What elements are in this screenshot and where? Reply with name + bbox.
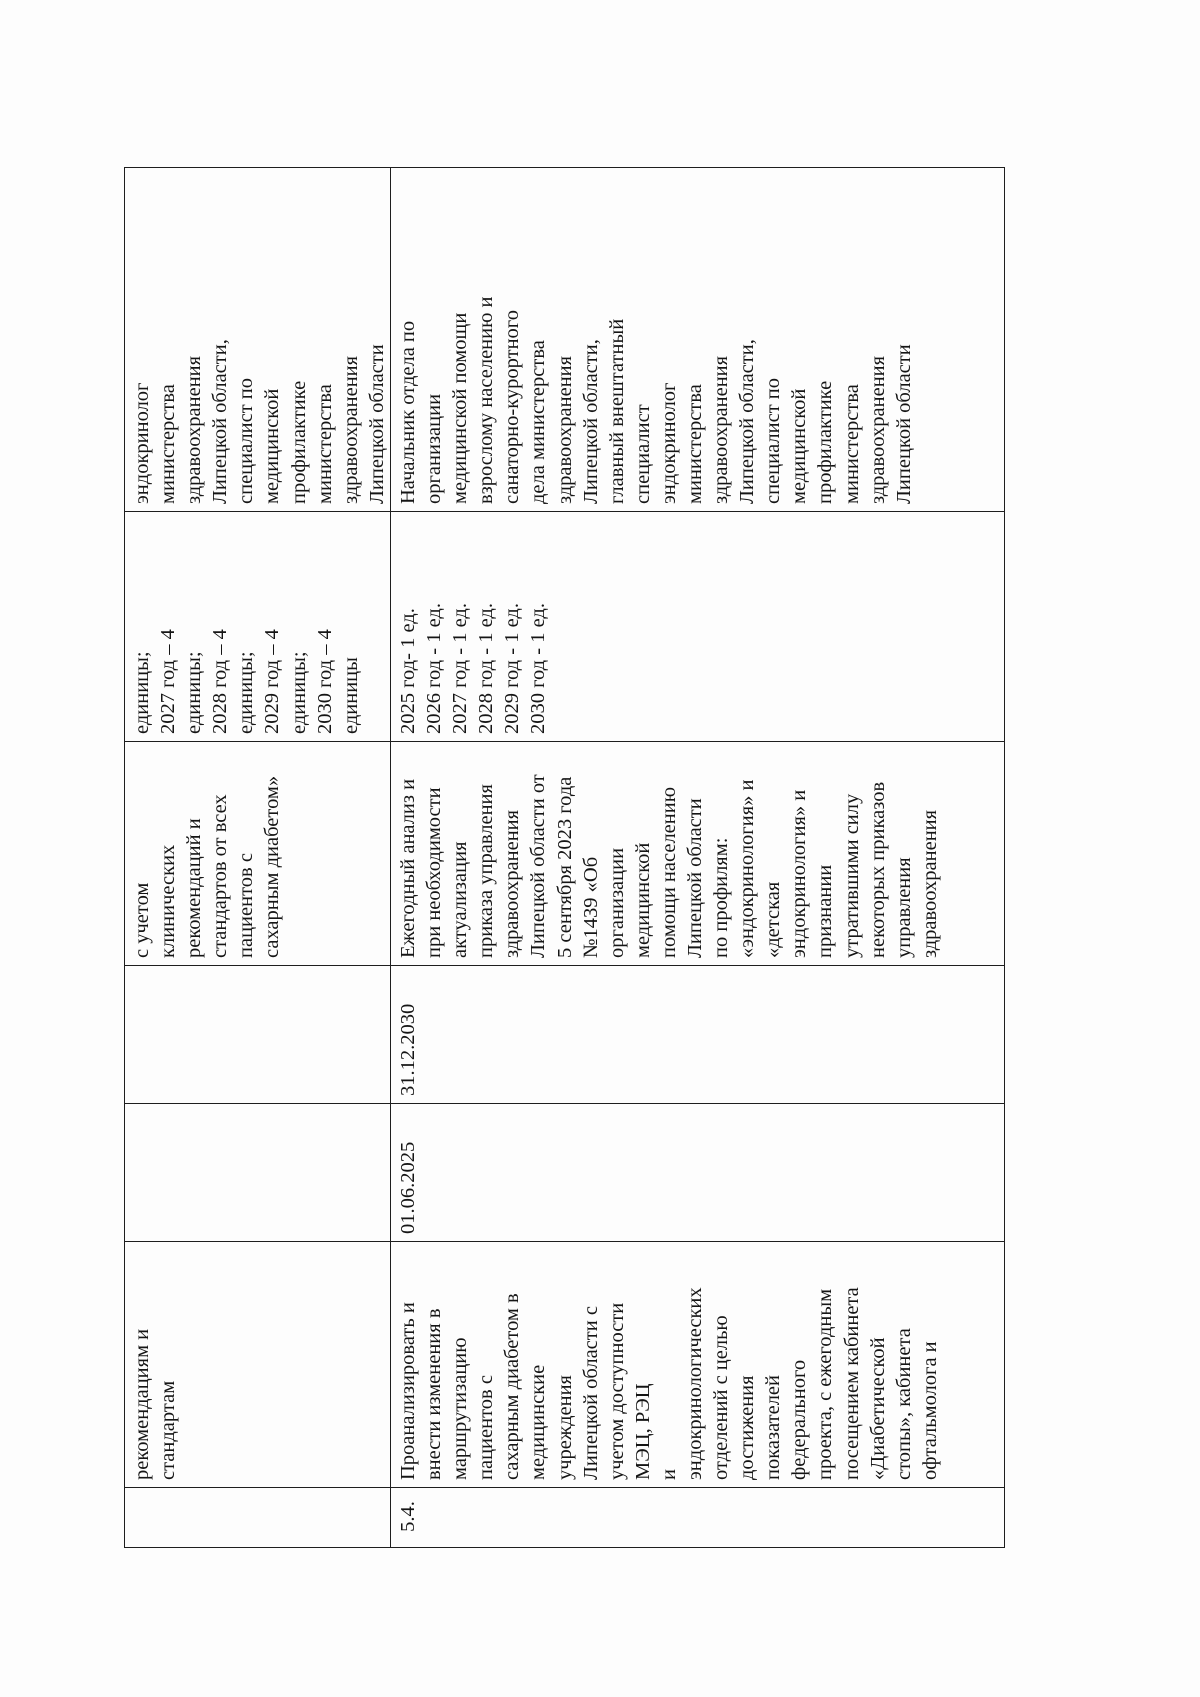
cell-line: единицы; — [131, 651, 153, 734]
cell-line: организации — [423, 393, 446, 504]
cell-line: министерства — [313, 384, 336, 504]
cell-line: специалист — [631, 404, 654, 504]
table-row — [390, 168, 1004, 1548]
cell-line: сахарным диабетом» — [261, 775, 284, 958]
cell-line: медицинской — [631, 842, 654, 958]
cell-line: Липецкой области, — [736, 339, 759, 504]
cell-line: медицинские — [527, 1364, 550, 1480]
cell-line: офтальмолога и — [918, 1341, 941, 1480]
cell-line: 2029 год - 1 ед. — [501, 603, 524, 734]
cell-line: Липецкой области с — [579, 1306, 602, 1480]
cell-line: учреждения — [553, 1375, 576, 1480]
cell-line: здравоохранения — [339, 355, 362, 504]
cell-line: 5 сентября 2023 года — [553, 776, 576, 958]
cell-line: медицинской — [261, 388, 284, 504]
cell-line: медицинской помощи — [449, 312, 472, 504]
cell-line: маршрутизацию — [449, 1337, 472, 1480]
cell-line: актуализация — [449, 841, 472, 958]
cell-line: рекомендациям и — [131, 1328, 153, 1480]
cell-line: 2026 год - 1 ед. — [423, 603, 446, 734]
cell-line: министерства — [157, 384, 180, 504]
cell-line: с учетом — [131, 882, 153, 958]
cell-result — [125, 742, 391, 966]
cell-line: 2030 год - 1 ед. — [527, 603, 550, 734]
cell-line: достижения — [736, 1375, 759, 1480]
cell-line: «детская — [762, 881, 785, 958]
cell-line: здравоохранения — [866, 355, 889, 504]
cell-line: стандартов от всех — [209, 794, 232, 958]
plan-table — [124, 167, 1005, 1548]
cell-line: взрослому населению и — [475, 296, 498, 504]
cell-line: утратившими силу — [840, 793, 863, 958]
cell-line: некоторых приказов — [866, 781, 889, 958]
cell-number — [390, 1488, 1004, 1548]
cell-line: 2027 год – 4 — [157, 629, 180, 734]
cell-line: приказа управления — [475, 784, 498, 958]
cell-start-date — [390, 1104, 1004, 1242]
cell-text: 31.12.2030 — [396, 1003, 419, 1096]
cell-line: министерства — [840, 384, 863, 504]
cell-line: здравоохранения — [501, 809, 524, 958]
cell-line: Липецкой области, — [579, 339, 602, 504]
cell-line: специалист по — [762, 378, 785, 504]
cell-line: единицы; — [287, 651, 310, 734]
cell-line: по профилям: — [710, 837, 733, 958]
cell-line: профилактике — [287, 380, 310, 504]
cell-line: Липецкой области — [683, 798, 706, 958]
cell-text: 5.4. — [396, 1501, 419, 1532]
cell-number — [125, 1488, 391, 1548]
cell-result — [390, 742, 1004, 966]
cell-line: «Диабетической — [866, 1337, 889, 1480]
cell-line: эндокринологических — [683, 1287, 706, 1480]
cell-line: 2027 год - 1 ед. — [449, 603, 472, 734]
cell-line: и — [657, 1469, 680, 1480]
cell-line: показателей — [762, 1375, 785, 1480]
cell-line: 2030 год – 4 — [313, 629, 336, 734]
cell-line: сахарным диабетом в — [501, 1293, 524, 1480]
cell-line: эндокринолог — [657, 382, 680, 504]
cell-line: федерального — [788, 1359, 811, 1480]
cell-line: эндокринология» и — [788, 789, 811, 958]
rotated-table-wrapper — [124, 168, 964, 1548]
cell-line: 2028 год – 4 — [209, 629, 232, 734]
cell-line: проекта, с ежегодным — [814, 1288, 837, 1480]
cell-line: «эндокринология» и — [736, 779, 759, 958]
cell-responsible — [125, 168, 391, 512]
cell-line: пациентов с — [235, 853, 258, 958]
cell-line: отделений с целью — [710, 1315, 733, 1480]
cell-line: здравоохранения — [710, 355, 733, 504]
cell-indicator — [390, 512, 1004, 742]
cell-start-date — [125, 1104, 391, 1242]
cell-line: Начальник отдела по — [396, 320, 419, 504]
cell-line: главный внештатный — [605, 318, 628, 504]
cell-line: Проанализировать и — [396, 1302, 419, 1480]
cell-line: МЭЦ, РЭЦ — [631, 1383, 654, 1480]
cell-line: Ежегодный анализ и — [396, 778, 419, 958]
cell-line: при необходимости — [423, 787, 446, 958]
cell-line: единицы; — [183, 651, 206, 734]
cell-line: Липецкой области — [365, 344, 388, 504]
cell-end-date — [390, 966, 1004, 1104]
cell-indicator — [125, 512, 391, 742]
cell-line: единицы; — [235, 651, 258, 734]
cell-line: профилактике — [814, 380, 837, 504]
cell-line: признании — [814, 864, 837, 958]
cell-line: стопы», кабинета — [892, 1328, 915, 1480]
cell-line: единицы — [339, 657, 362, 734]
cell-line: санаторно-курортного — [501, 310, 524, 504]
cell-line: Липецкой области, — [209, 339, 232, 504]
cell-line: помощи населению — [657, 786, 680, 958]
cell-line: учетом доступности — [605, 1302, 628, 1480]
cell-line: медицинской — [788, 388, 811, 504]
cell-end-date — [125, 966, 391, 1104]
cell-line: эндокринолог — [131, 382, 153, 504]
cell-line: 2028 год - 1 ед. — [475, 603, 498, 734]
cell-task — [125, 1242, 391, 1488]
cell-line: 2025 год- 1 ед. — [396, 608, 419, 734]
cell-text: 01.06.2025 — [396, 1141, 419, 1234]
cell-line: организации — [605, 847, 628, 958]
cell-line: дела министерства — [527, 340, 550, 504]
cell-line: рекомендаций и — [183, 818, 206, 958]
cell-line: управления — [892, 857, 915, 958]
cell-task — [390, 1242, 1004, 1488]
cell-line: здравоохранения — [918, 809, 941, 958]
cell-line: клинических — [157, 844, 180, 958]
cell-line: №1439 «Об — [579, 856, 602, 958]
cell-line: внести изменения в — [423, 1308, 446, 1480]
cell-line: 2029 год – 4 — [261, 629, 284, 734]
cell-line: министерства — [683, 384, 706, 504]
table-row — [125, 168, 391, 1548]
cell-line: здравоохранения — [553, 355, 576, 504]
cell-line: здравоохранения — [183, 355, 206, 504]
cell-line: специалист по — [235, 378, 258, 504]
cell-responsible — [390, 168, 1004, 512]
cell-line: посещением кабинета — [840, 1287, 863, 1480]
cell-line: Липецкой области — [892, 344, 915, 504]
cell-line: пациентов с — [475, 1375, 498, 1480]
cell-line: стандартам — [157, 1380, 180, 1480]
cell-line: Липецкой области от — [527, 774, 550, 958]
